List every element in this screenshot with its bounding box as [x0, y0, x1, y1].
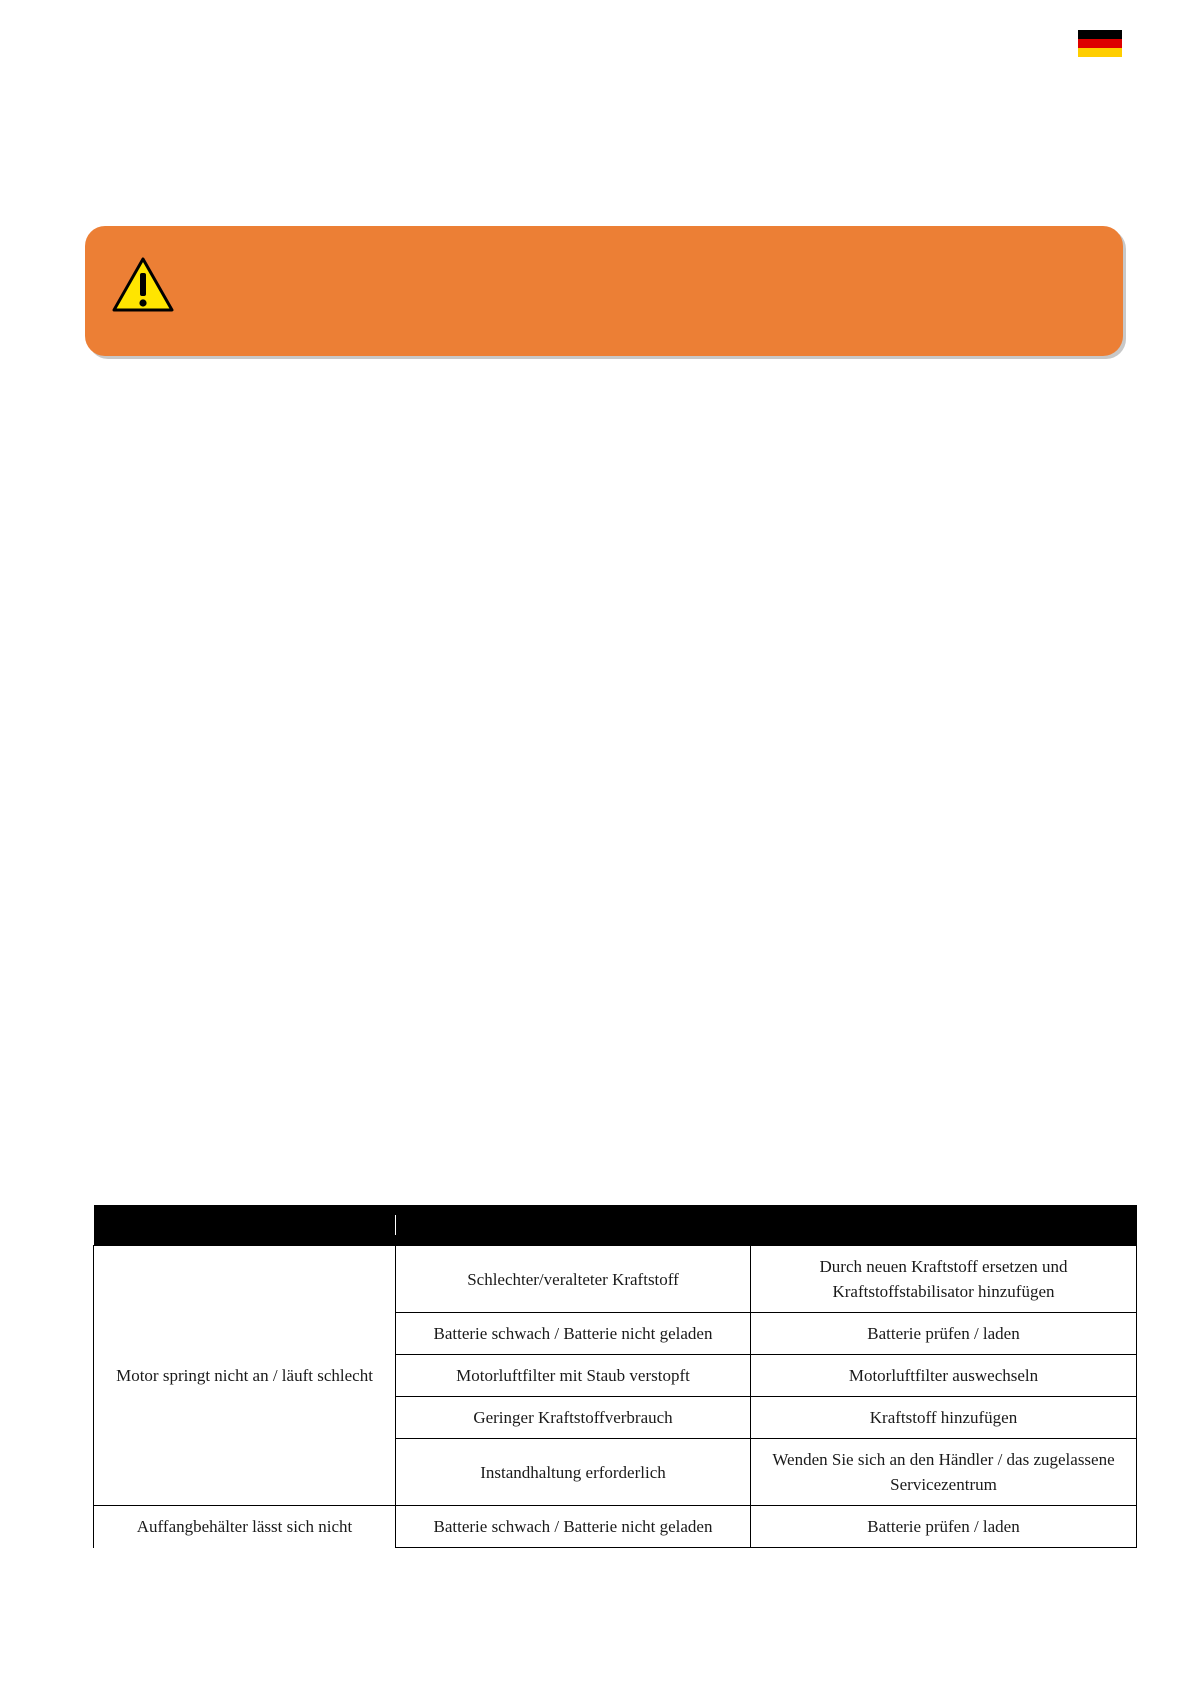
problem-cell: Motor springt nicht an / läuft schlecht	[94, 1246, 396, 1506]
header-problem	[94, 1205, 396, 1246]
flag-stripe-red	[1078, 39, 1122, 48]
german-flag-icon	[1078, 30, 1122, 57]
remedy-cell: Batterie prüfen / laden	[751, 1313, 1137, 1355]
remedy-cell: Wenden Sie sich an den Händler / das zugelassene Servicezentrum	[751, 1439, 1137, 1506]
problem-cell: Auffangbehälter lässt sich nicht	[94, 1506, 396, 1548]
warning-triangle-icon	[111, 256, 175, 314]
cause-cell: Instandhaltung erforderlich	[396, 1439, 751, 1506]
cause-cell: Motorluftfilter mit Staub verstopft	[396, 1355, 751, 1397]
table-header-row	[94, 1205, 1137, 1246]
flag-stripe-black	[1078, 30, 1122, 39]
remedy-cell: Kraftstoff hinzufügen	[751, 1397, 1137, 1439]
cause-cell: Batterie schwach / Batterie nicht geladen	[396, 1313, 751, 1355]
table-row	[94, 1506, 1137, 1548]
cause-cell: Schlechter/veralteter Kraftstoff	[396, 1246, 751, 1313]
header-cause	[396, 1205, 751, 1246]
cause-cell: Batterie schwach / Batterie nicht geladen	[396, 1506, 751, 1548]
remedy-cell: Durch neuen Kraftstoff ersetzen und Kraftstoffstabilisator hinzufügen	[751, 1246, 1137, 1313]
flag-stripe-gold	[1078, 48, 1122, 57]
remedy-cell: Batterie prüfen / laden	[751, 1506, 1137, 1548]
table-row	[94, 1246, 1137, 1313]
troubleshooting-table	[93, 1205, 1137, 1548]
cause-cell: Geringer Kraftstoffverbrauch	[396, 1397, 751, 1439]
remedy-cell: Motorluftfilter auswechseln	[751, 1355, 1137, 1397]
header-remedy	[751, 1205, 1137, 1246]
warning-banner	[85, 226, 1123, 356]
